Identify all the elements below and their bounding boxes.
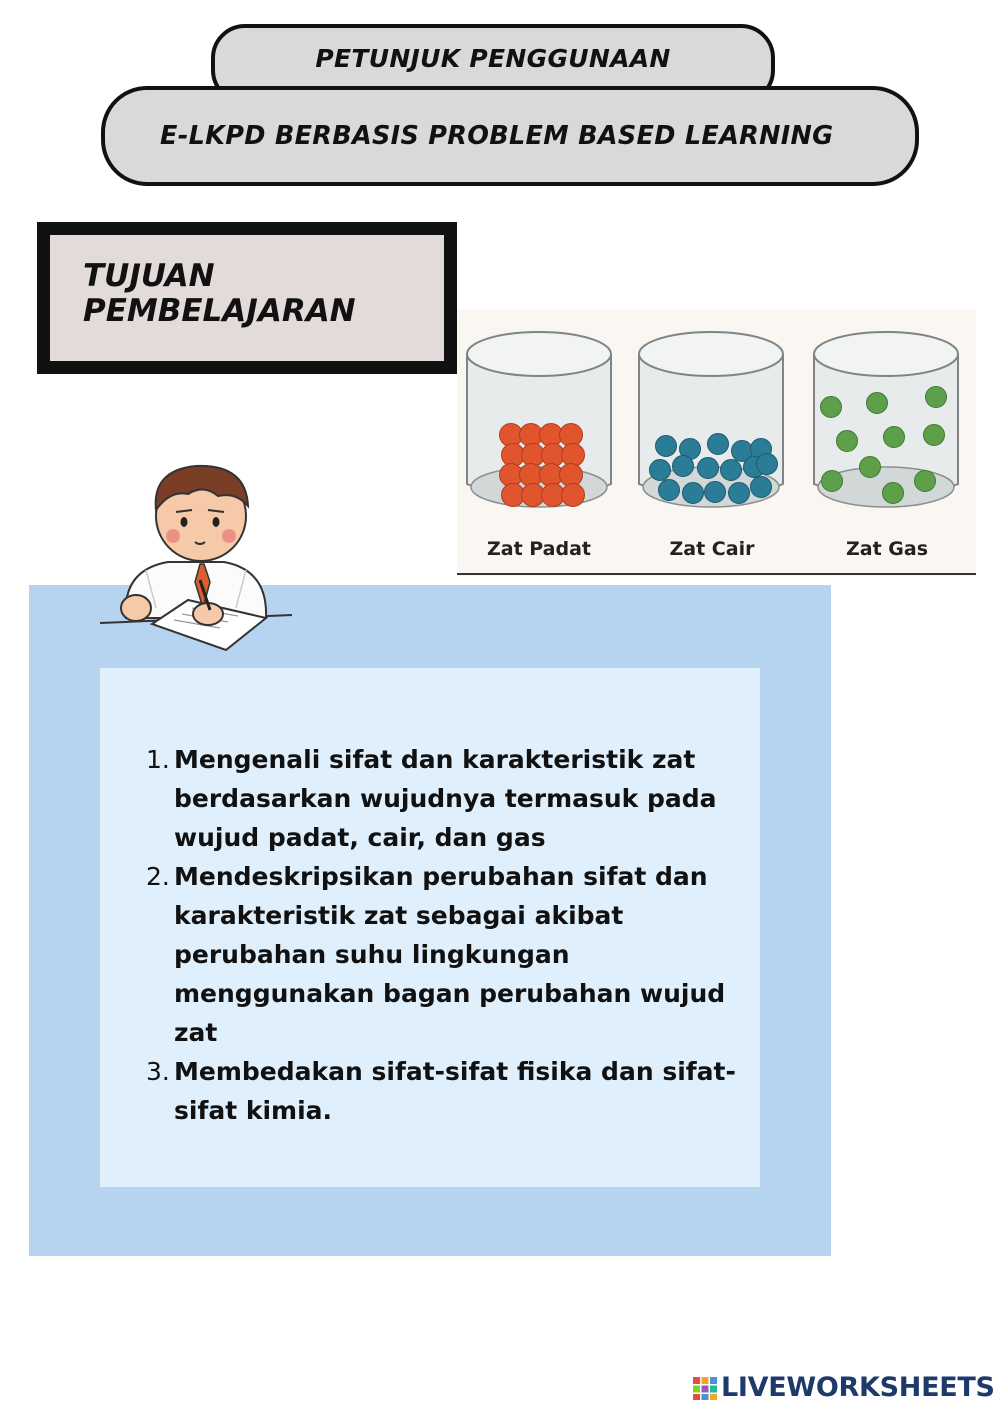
objective-text xyxy=(174,857,725,1052)
objective-line: Mendeskripsikan perubahan sifat dan xyxy=(174,862,708,891)
gas-particle xyxy=(867,393,888,414)
brand-footer[interactable] xyxy=(692,1372,995,1403)
section-title-line-1: TUJUAN xyxy=(83,258,215,294)
solid-particle xyxy=(560,464,583,487)
header-pill-main xyxy=(101,86,919,186)
gas-particle xyxy=(924,425,945,446)
liquid-particle xyxy=(650,460,671,481)
header-top-title: PETUNJUK PENGGUNAAN xyxy=(315,44,671,73)
liquid-particle xyxy=(721,460,742,481)
section-title-line-2: PEMBELAJARAN xyxy=(83,293,356,329)
objective-line: Mengenali sifat dan karakteristik zat xyxy=(174,745,696,774)
figure-label-liquid: Zat Cair xyxy=(669,538,755,560)
objective-line: zat xyxy=(174,1018,218,1047)
gas-particle xyxy=(883,483,904,504)
objective-item xyxy=(146,1052,746,1130)
objective-item xyxy=(146,857,746,1052)
liquid-particle xyxy=(708,434,729,455)
figure-label-gas: Zat Gas xyxy=(845,538,929,560)
objective-line: menggunakan bagan perubahan wujud xyxy=(174,979,726,1008)
liquid-particle xyxy=(751,477,772,498)
section-title-box xyxy=(37,222,457,374)
liquid-particle xyxy=(673,456,694,477)
liveworksheets-logo-icon xyxy=(692,1375,718,1401)
objective-text xyxy=(174,1052,736,1130)
gas-particle xyxy=(926,387,947,408)
objective-number: 2. xyxy=(146,862,170,891)
liquid-particle xyxy=(659,480,680,501)
objective-line: karakteristik zat sebagai akibat xyxy=(174,901,624,930)
gas-particle xyxy=(821,397,842,418)
solid-particle xyxy=(562,444,585,467)
objective-text xyxy=(174,740,717,857)
solid-particle xyxy=(562,484,585,507)
objective-line: wujud padat, cair, dan gas xyxy=(174,823,546,852)
liquid-particle xyxy=(757,454,778,475)
figure-label-solid: Zat Padat xyxy=(486,538,592,560)
objective-line: berdasarkan wujudnya termasuk pada xyxy=(174,784,717,813)
objective-number: 3. xyxy=(146,1057,170,1086)
gas-particle xyxy=(860,457,881,478)
liquid-particle xyxy=(705,482,726,503)
header-main-title: E-LKPD BERBASIS PROBLEM BASED LEARNING xyxy=(160,121,834,151)
student-writing-illustration xyxy=(96,458,296,656)
liquid-particle xyxy=(656,436,677,457)
objectives-list xyxy=(146,740,746,1130)
states-of-matter-figure xyxy=(457,309,976,576)
section-title xyxy=(50,235,444,361)
objective-line: sifat kimia. xyxy=(174,1096,333,1125)
solid-particle xyxy=(560,424,583,447)
liquid-particle xyxy=(698,458,719,479)
brand-name: LIVEWORKSHEETS xyxy=(721,1372,995,1403)
gas-particle xyxy=(822,471,843,492)
liquid-particle xyxy=(729,483,750,504)
gas-particle xyxy=(884,427,905,448)
gas-particle xyxy=(837,431,858,452)
objective-line: perubahan suhu lingkungan xyxy=(174,940,570,969)
gas-particle xyxy=(915,471,936,492)
objective-line: Membedakan sifat-sifat fisika dan sifat- xyxy=(174,1057,736,1086)
objective-number: 1. xyxy=(146,745,170,774)
objective-item xyxy=(146,740,746,857)
liquid-particle xyxy=(683,483,704,504)
